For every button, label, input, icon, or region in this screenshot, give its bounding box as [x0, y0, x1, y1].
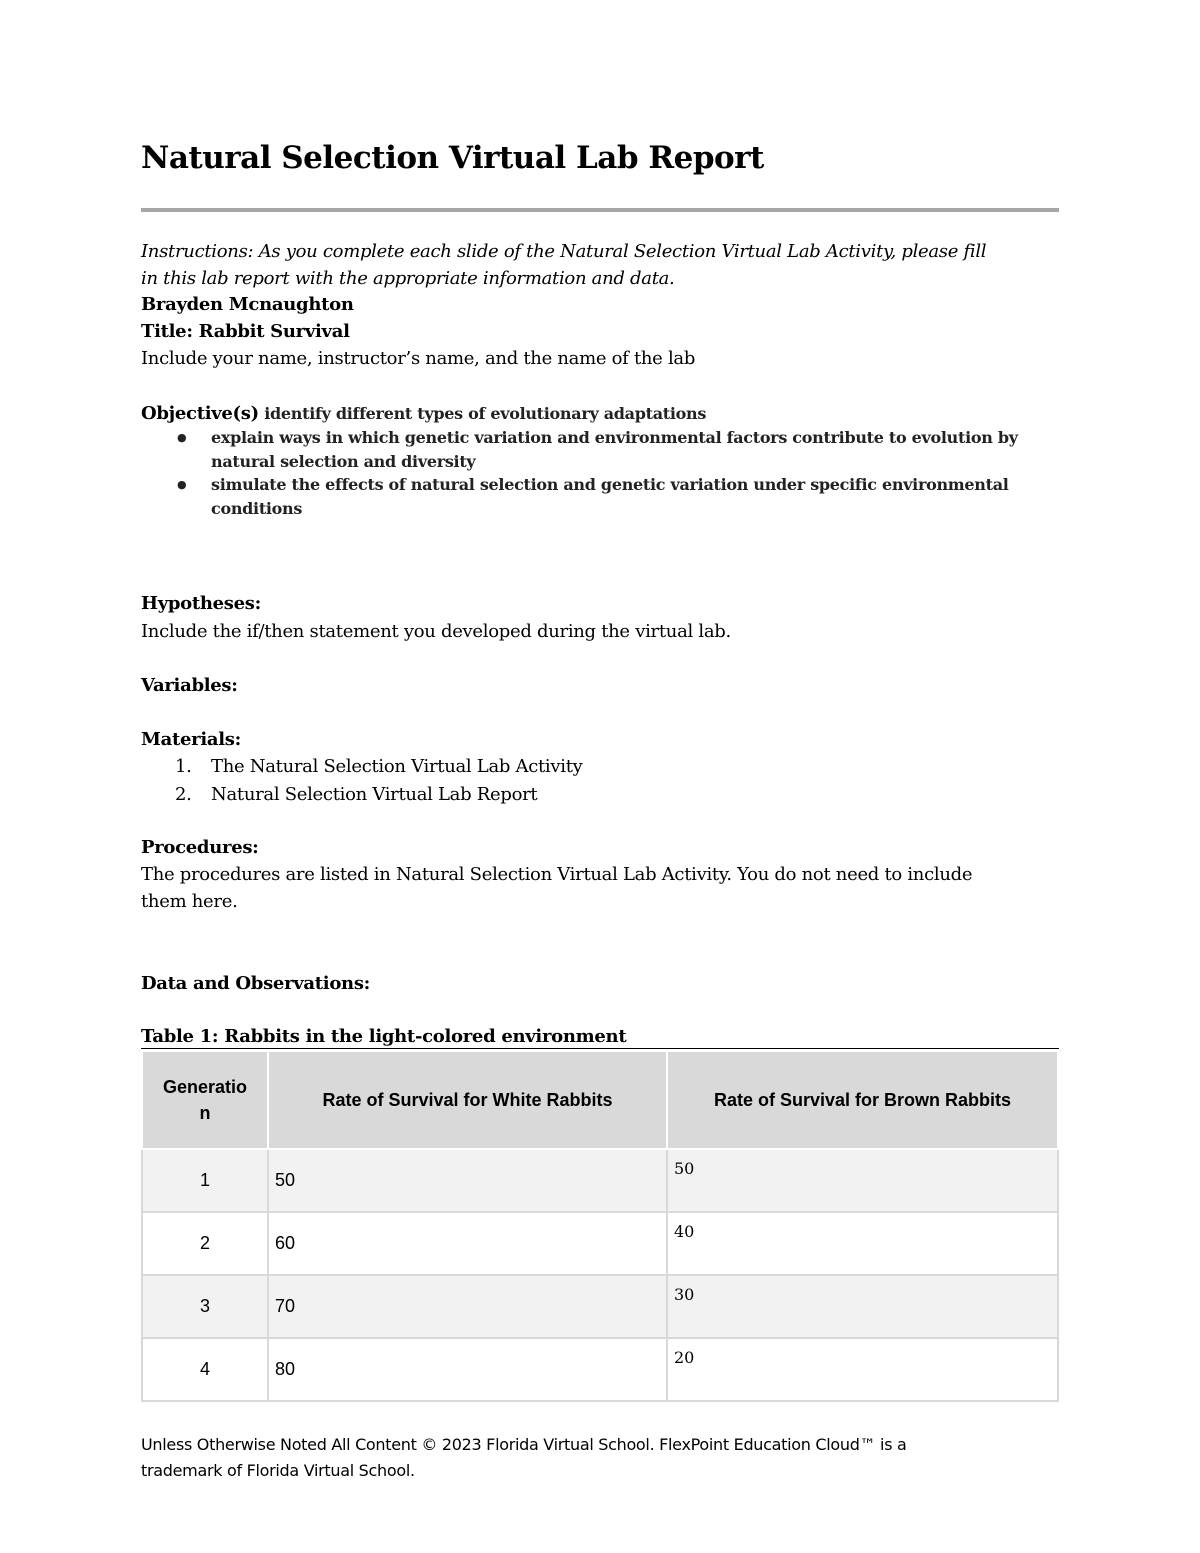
table-caption: Table 1: Rabbits in the light-colored environment	[141, 1026, 627, 1047]
cell-brown-rate: 20	[667, 1338, 1058, 1401]
objective-line: natural selection and diversity	[211, 451, 476, 471]
cell-brown-rate: 40	[667, 1212, 1058, 1275]
cell-white-rate: 80	[268, 1338, 667, 1401]
header-generation-line-1: Generatio	[162, 1077, 248, 1097]
list-item	[141, 781, 583, 809]
instructions	[141, 238, 1059, 292]
name-note: Include your name, instructor’s name, and the name of the lab	[141, 348, 696, 369]
hypotheses-label: Hypotheses:	[141, 593, 261, 614]
material-text: Natural Selection Virtual Lab Report	[211, 784, 538, 805]
table-header-row	[142, 1051, 1058, 1149]
page-title: Natural Selection Virtual Lab Report	[141, 140, 764, 176]
footer-line-2: trademark of Florida Virtual School.	[141, 1461, 415, 1480]
material-text: The Natural Selection Virtual Lab Activity	[211, 756, 583, 777]
objectives-label: Objective(s)	[141, 403, 259, 424]
procedures-label: Procedures:	[141, 837, 259, 858]
procedures-line-2: them here.	[141, 891, 238, 912]
student-name: Brayden Mcnaughton	[141, 294, 354, 315]
table-row	[142, 1149, 1058, 1212]
cell-brown-rate: 50	[667, 1149, 1058, 1212]
objectives-list	[141, 426, 1059, 520]
footer-line-1: Unless Otherwise Noted All Content © 2023 Florida Virtual School. FlexPoint Education Cloud™ is a	[141, 1435, 907, 1454]
variables-label: Variables:	[141, 675, 238, 696]
cell-white-rate: 50	[268, 1149, 667, 1212]
objective-line: ● simulate the effects of natural selection and genetic variation under specific environmental	[211, 475, 1009, 494]
objective-line: ● explain ways in which genetic variation and environmental factors contribute to evolution by	[211, 428, 1018, 447]
caption-divider	[141, 1048, 1059, 1049]
data-observations-label: Data and Observations:	[141, 973, 370, 994]
title-divider	[141, 208, 1059, 212]
lab-title: Title: Rabbit Survival	[141, 321, 350, 342]
header-white-rabbits: Rate of Survival for White Rabbits	[268, 1051, 667, 1149]
header-generation	[142, 1051, 268, 1149]
cell-generation: 2	[142, 1212, 268, 1275]
objective-first: identify different types of evolutionary adaptations	[264, 404, 707, 423]
table-row	[142, 1212, 1058, 1275]
table-row	[142, 1338, 1058, 1401]
list-item	[141, 753, 583, 781]
objective-line: conditions	[211, 498, 303, 518]
list-number: 1.	[175, 756, 192, 777]
cell-white-rate: 70	[268, 1275, 667, 1338]
instructions-line-1: Instructions: As you complete each slide of the Natural Selection Virtual Lab Activity, please fill	[141, 241, 987, 262]
objectives-heading	[141, 400, 1059, 427]
list-item	[141, 426, 1059, 473]
cell-generation: 1	[142, 1149, 268, 1212]
cell-white-rate: 60	[268, 1212, 667, 1275]
cell-brown-rate: 30	[667, 1275, 1058, 1338]
materials-list	[141, 753, 583, 809]
list-item	[141, 473, 1059, 520]
header-generation-line-2: n	[199, 1103, 211, 1123]
table-row	[142, 1275, 1058, 1338]
page-footer	[141, 1432, 1059, 1484]
materials-label: Materials:	[141, 729, 241, 750]
instructions-line-2: in this lab report with the appropriate information and data.	[141, 268, 675, 289]
hypotheses-note: Include the if/then statement you developed during the virtual lab.	[141, 621, 731, 642]
cell-generation: 4	[142, 1338, 268, 1401]
procedures-text	[141, 861, 1059, 915]
list-number: 2.	[175, 784, 192, 805]
survival-table	[141, 1050, 1059, 1402]
cell-generation: 3	[142, 1275, 268, 1338]
procedures-line-1: The procedures are listed in Natural Selection Virtual Lab Activity. You do not need to include	[141, 864, 973, 885]
header-brown-rabbits: Rate of Survival for Brown Rabbits	[667, 1051, 1058, 1149]
